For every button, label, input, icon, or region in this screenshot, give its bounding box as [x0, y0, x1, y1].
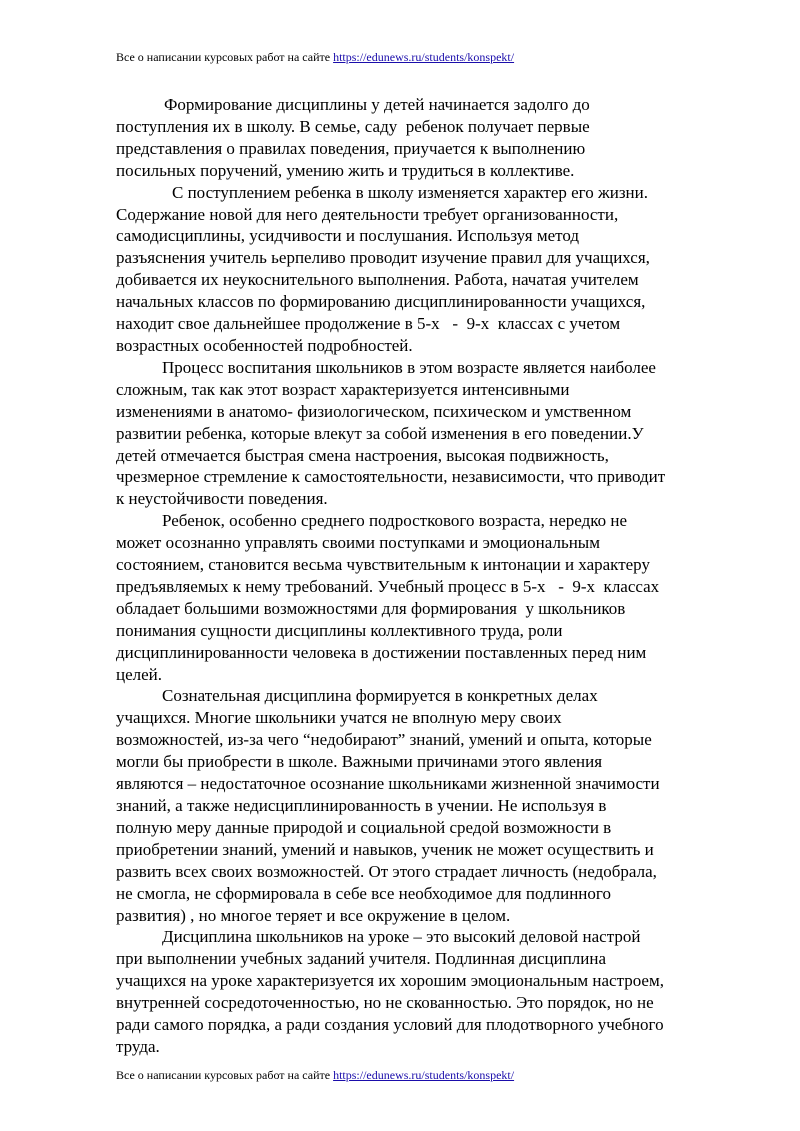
paragraph	[116, 510, 736, 685]
text-line: внутренней сосредоточенностью, но не скованностью. Это порядок, но не	[116, 993, 654, 1013]
text-line: Процесс воспитания школьников в этом возрасте является наиболее	[162, 357, 656, 377]
text-line: возрастных особенностей подробностей.	[116, 335, 413, 355]
text-line: Дисциплина школьников на уроке – это высокий деловой настрой	[162, 927, 641, 947]
text-line: посильных поручений, умению жить и трудиться в коллективе.	[116, 160, 575, 180]
text-line: поступления их в школу. В семье, саду ребенок получает первые	[116, 116, 590, 136]
text-line: Содержание новой для него деятельности требует организованности,	[116, 204, 619, 224]
text-line: при выполнении учебных заданий учителя. Подлинная дисциплина	[116, 949, 607, 969]
text-line: Сознательная дисциплина формируется в конкретных делах	[162, 686, 598, 706]
footer-text: Все о написании курсовых работ на сайте	[116, 1068, 334, 1082]
text-line: развить всех своих возможностей. От этого страдает личность (недобрала,	[116, 861, 657, 881]
text-line: представления о правилах поведения, приучается к выполнению	[116, 138, 586, 158]
text-line: состоянием, становится весьма чувствительным к интонации и характеру	[116, 555, 650, 575]
text-line: являются – недостаточное осознание школьниками жизненной значимости	[116, 774, 660, 794]
text-line: разъяснения учитель ьерпеливо проводит изучение правил для учащихся,	[116, 248, 650, 268]
text-line: учащихся. Многие школьники учатся не вполную меру своих	[116, 708, 562, 728]
text-line: Формирование дисциплины у детей начинается задолго до	[164, 95, 590, 114]
text-line: обладает большими возможностями для формирования у школьников	[116, 598, 626, 618]
paragraph	[116, 926, 736, 1057]
text-line: целей.	[116, 664, 163, 684]
header-text: Все о написании курсовых работ на сайте	[116, 50, 334, 64]
text-line: приобретении знаний, умений и навыков, ученик не может осуществить и	[116, 839, 654, 859]
text-line: труда.	[116, 1036, 160, 1056]
paragraph	[116, 182, 736, 357]
page-footer	[116, 1068, 514, 1082]
text-line: учащихся на уроке характеризуется их хорошим эмоциональным настроем,	[116, 971, 664, 991]
text-line: изменениями в анатомо- физиологическом, психическом и умственном	[116, 401, 632, 421]
text-line: не смогла, не сформировала в себе все необходимое для подлинного	[116, 883, 611, 903]
text-line: знаний, а также недисциплинированность в учении. Не используя в	[116, 796, 607, 815]
header-link[interactable]: https://edunews.ru/students/konspekt/	[333, 50, 515, 64]
text-line: С поступлением ребенка в школу изменяется характер его жизни.	[172, 182, 648, 202]
text-line: к неустойчивости поведения.	[116, 489, 328, 509]
footer-link[interactable]: https://edunews.ru/students/konspekt/	[333, 1068, 515, 1082]
text-line: самодисциплины, усидчивости и послушания. Используя метод	[116, 226, 580, 246]
paragraph	[116, 357, 736, 510]
paragraph	[116, 685, 736, 926]
page-header	[116, 50, 514, 64]
text-line: чрезмерное стремление к самостоятельности, независимости, что приводит	[116, 467, 666, 487]
text-line: Ребенок, особенно среднего подросткового возраста, нередко не	[162, 511, 628, 531]
text-line: ради самого порядка, а ради создания условий для плодотворного учебного	[116, 1015, 664, 1035]
text-line: полную меру данные природой и социальной средой возможности в	[116, 817, 612, 837]
text-line: может осознанно управлять своими поступками и эмоциональным	[116, 533, 600, 553]
text-line: начальных классов по формированию дисциплинированности учащихся,	[116, 292, 646, 312]
text-line: детей отмечается быстрая смена настроения, высокая подвижность,	[116, 445, 609, 465]
paragraph	[116, 94, 736, 182]
text-line: возможностей, из-за чего “недобирают” знаний, умений и опыта, которые	[116, 730, 652, 750]
document-body	[116, 94, 736, 1058]
text-line: развитии ребенка, которые влекут за собой изменения в его поведении.У	[116, 423, 644, 443]
text-line: понимания сущности дисциплины коллективного труда, роли	[116, 620, 563, 640]
text-line: развития) , но многое теряет и все окружение в целом.	[116, 905, 511, 925]
text-line: дисциплинированности человека в достижении поставленных перед ним	[116, 642, 647, 662]
text-line: находит свое дальнейшее продолжение в 5-х - 9-х классах с учетом	[116, 314, 621, 334]
text-line: предъявляемых к нему требований. Учебный процесс в 5-х - 9-х классах	[116, 576, 660, 596]
text-line: сложным, так как этот возраст характеризуется интенсивными	[116, 379, 570, 399]
text-line: могли бы приобрести в школе. Важными причинами этого явления	[116, 752, 603, 772]
text-line: добивается их неукоснительного выполнения. Работа, начатая учителем	[116, 270, 639, 290]
